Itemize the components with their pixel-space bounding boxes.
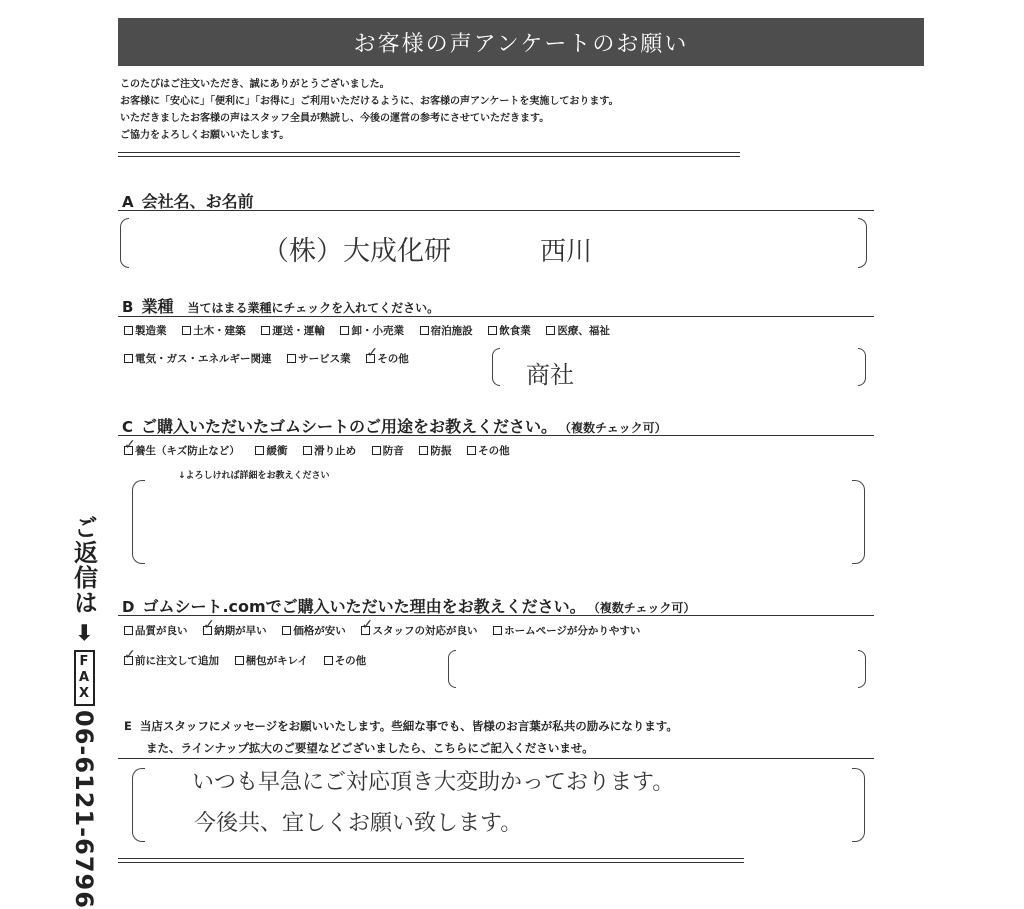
industry-option[interactable]: 卸・小売業: [340, 323, 404, 338]
intro-line: ご協力をよろしくお願いいたします。: [120, 130, 290, 141]
check-mark-icon: ✓: [124, 437, 136, 453]
industry-option[interactable]: 製造業: [124, 323, 167, 338]
checkbox[interactable]: [261, 326, 270, 335]
section-a-bracket-right: [858, 218, 867, 268]
checkbox[interactable]: [124, 626, 133, 635]
section-c-bracket-right: [852, 480, 865, 564]
checkbox[interactable]: [124, 326, 133, 335]
checkbox-checked[interactable]: [203, 617, 215, 635]
checkbox[interactable]: [303, 446, 312, 455]
checkbox[interactable]: [282, 626, 291, 635]
arrow-down-icon: ➡: [71, 623, 97, 643]
checkbox[interactable]: [287, 354, 296, 363]
section-c-bracket-left: [132, 480, 145, 564]
section-e-line1: E 当店スタッフにメッセージをお願いいたします。些細な事でも、皆様のお言葉が私共の励みになります。: [124, 719, 678, 733]
usage-option[interactable]: ✓ 養生（キズ防止など）: [124, 437, 240, 457]
reason-option[interactable]: 品質が良い: [124, 623, 188, 638]
checkbox[interactable]: [419, 446, 428, 455]
section-b-bracket-left: [492, 348, 500, 386]
section-e-line2: また、ラインナップ拡大のご要望などございましたら、こちらにご記入くださいませ。: [146, 741, 594, 755]
usage-option[interactable]: その他: [467, 443, 510, 458]
checkbox[interactable]: [255, 446, 264, 455]
section-b-underline: [118, 316, 874, 317]
section-a-title: A 会社名、お名前: [122, 192, 254, 211]
industry-option[interactable]: サービス業: [287, 351, 351, 366]
checkbox[interactable]: [235, 656, 244, 665]
industry-option[interactable]: 電気・ガス・エネルギー関連: [124, 351, 272, 366]
industry-option[interactable]: 運送・運輸: [261, 323, 325, 338]
person-name-answer: 西川: [540, 237, 593, 267]
check-mark-icon: ✓: [203, 617, 215, 633]
industry-option[interactable]: 飲食業: [488, 323, 531, 338]
reason-option[interactable]: ホームページが分かりやすい: [493, 623, 640, 638]
reason-option[interactable]: ✓ スタッフの対応が良い: [361, 617, 478, 637]
intro-line: このたびはご注文いただき、誠にありがとうございました。: [120, 79, 390, 90]
form-title: お客様の声アンケートのお願い: [353, 31, 689, 57]
section-b-bracket-right: [858, 348, 866, 386]
section-c-underline: [118, 435, 874, 436]
section-e-underline: [118, 758, 874, 759]
usage-option[interactable]: 緩衝: [255, 443, 287, 458]
check-mark-icon: ✓: [361, 617, 374, 633]
intro-line: お客様に「安心に」「便利に」「お得に」ご利用いただけるように、お客様の声アンケートを実施しております。: [120, 96, 619, 107]
checkbox[interactable]: [493, 626, 502, 635]
section-a-bracket-left: [120, 218, 129, 268]
usage-detail-hint: ↓よろしければ詳細をお教えください: [178, 471, 330, 481]
check-mark-icon: ✓: [366, 345, 379, 361]
usage-options: [124, 437, 522, 458]
industry-option-other[interactable]: ✓ その他: [366, 345, 409, 365]
checkbox-checked[interactable]: [124, 437, 136, 455]
section-d-bracket-right: [858, 650, 866, 688]
checkbox[interactable]: [467, 446, 476, 455]
reason-options-row1: [124, 617, 652, 638]
checkbox-checked[interactable]: [124, 647, 136, 665]
industry-option[interactable]: 土木・建築: [182, 323, 246, 338]
intro-text: [120, 76, 920, 144]
checkbox[interactable]: [340, 326, 349, 335]
section-e-bracket-left: [132, 768, 145, 842]
fax-reply-sidebar: [66, 515, 102, 909]
industry-option[interactable]: 医療、福祉: [546, 323, 610, 338]
usage-option[interactable]: 防振: [419, 443, 451, 458]
message-answer-line2: 今後共、宜しくお願い致します。: [194, 811, 523, 836]
checkbox[interactable]: [420, 326, 429, 335]
section-e-bracket-right: [852, 768, 865, 842]
industry-options-row2: [124, 345, 421, 366]
message-answer-line1: いつも早急にご対応頂き大変助かっております。: [192, 770, 675, 795]
fax-number: 06-6121-6796: [70, 710, 98, 909]
section-d-underline: [118, 615, 874, 616]
section-d-bracket-left: [448, 650, 456, 688]
usage-option[interactable]: 防音: [372, 443, 404, 458]
reason-option[interactable]: 価格が安い: [282, 623, 346, 638]
checkbox[interactable]: [372, 446, 381, 455]
section-d-title: D ゴムシート.comでご購入いただいた理由をお教えください。 （複数チェック可）: [122, 597, 696, 616]
intro-line: いただきましたお客様の声はスタッフ全員が熟読し、今後の運営の参考にさせていただきます。: [120, 113, 550, 124]
industry-option[interactable]: 宿泊施設: [420, 323, 473, 338]
form-title-banner: [118, 18, 924, 66]
reason-option[interactable]: その他: [324, 653, 367, 668]
checkbox-checked[interactable]: [361, 617, 374, 635]
checkbox[interactable]: [182, 326, 191, 335]
checkbox[interactable]: [124, 354, 133, 363]
reason-option[interactable]: ✓ 納期が早い: [203, 617, 267, 637]
checkbox-checked[interactable]: [366, 345, 379, 363]
reason-options-row2: [124, 647, 378, 668]
company-name-answer: （株）大成化研: [262, 236, 451, 267]
reason-option[interactable]: 梱包がキレイ: [235, 653, 308, 668]
section-a-underline: [118, 210, 874, 211]
check-mark-icon: ✓: [124, 647, 136, 663]
usage-option[interactable]: 滑り止め: [303, 443, 356, 458]
section-c-title: C ご購入いただいたゴムシートのご用途をお教えください。 （複数チェック可）: [122, 417, 667, 436]
fax-label: FAX: [74, 650, 95, 706]
checkbox[interactable]: [488, 326, 497, 335]
reply-label: ご返信は: [69, 515, 98, 615]
section-b-title: B 業種 当てはまる業種にチェックを入れてください。: [122, 297, 440, 316]
industry-other-answer: 商社: [526, 361, 574, 389]
footer-divider: [118, 858, 744, 863]
industry-options-row1: [124, 323, 622, 338]
checkbox[interactable]: [324, 656, 333, 665]
intro-divider: [118, 152, 740, 157]
reason-option[interactable]: ✓ 前に注文して追加: [124, 647, 219, 667]
checkbox[interactable]: [546, 326, 555, 335]
